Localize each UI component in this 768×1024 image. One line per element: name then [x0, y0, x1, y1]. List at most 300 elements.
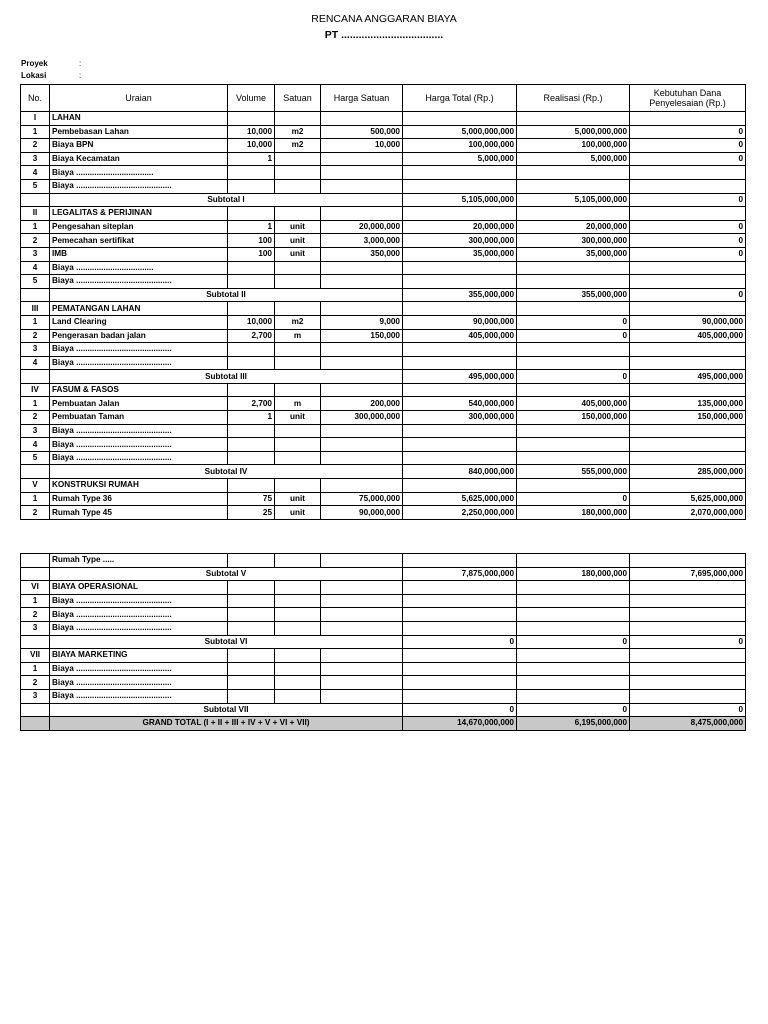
section-title: PEMATANGAN LAHAN: [50, 302, 228, 316]
row-uraian: Biaya BPN: [50, 139, 228, 153]
row-satuan: m2: [275, 139, 321, 153]
row-no: 3: [21, 689, 50, 703]
row-satuan: m2: [275, 315, 321, 329]
section-row: [21, 302, 746, 316]
section-row: [21, 649, 746, 663]
empty-cell: [517, 112, 630, 126]
total-realisasi: 6,195,000,000: [517, 717, 630, 731]
row-satuan: [275, 608, 321, 622]
row-satuan: [275, 261, 321, 275]
empty-cell: [321, 302, 403, 316]
row-kebutuhan: [630, 594, 746, 608]
row-satuan: [275, 179, 321, 193]
subtotal-row: [21, 635, 746, 649]
row-satuan: m2: [275, 125, 321, 139]
row-satuan: [275, 594, 321, 608]
row-harga-satuan: [321, 608, 403, 622]
row-harga-satuan: [321, 261, 403, 275]
row-harga-satuan: 300,000,000: [321, 411, 403, 425]
empty-cell: [403, 649, 517, 663]
empty-cell: [517, 479, 630, 493]
empty-cell: [321, 581, 403, 595]
row-uraian: Biaya ..........................................: [50, 343, 228, 357]
total-kebutuhan: 285,000,000: [630, 465, 746, 479]
row-kebutuhan: [630, 662, 746, 676]
empty-cell: [630, 383, 746, 397]
total-kebutuhan: 0: [630, 703, 746, 717]
row-harga-total: [403, 261, 517, 275]
row-no: 5: [21, 275, 50, 289]
row-volume: 25: [228, 506, 275, 520]
empty-cell: [321, 112, 403, 126]
row-uraian: Biaya ..........................................: [50, 451, 228, 465]
row-harga-satuan: [321, 275, 403, 289]
row-satuan: [275, 676, 321, 690]
table-row: [21, 506, 746, 520]
empty-cell: [321, 479, 403, 493]
col-uraian: Uraian: [50, 85, 228, 112]
empty-cell: [321, 649, 403, 663]
row-realisasi: [517, 166, 630, 180]
row-realisasi: [517, 676, 630, 690]
section-title: BIAYA OPERASIONAL: [50, 581, 228, 595]
table-row: [21, 689, 746, 703]
row-harga-satuan: [321, 554, 403, 568]
empty-cell: [403, 302, 517, 316]
row-realisasi: 35,000,000: [517, 247, 630, 261]
total-harga: 355,000,000: [403, 288, 517, 302]
row-realisasi: 180,000,000: [517, 506, 630, 520]
row-kebutuhan: 5,625,000,000: [630, 492, 746, 506]
empty-cell: [630, 302, 746, 316]
table-row: [21, 594, 746, 608]
row-harga-satuan: 9,000: [321, 315, 403, 329]
row-realisasi: [517, 621, 630, 635]
doc-title: RENCANA ANGGARAN BIAYA: [311, 13, 457, 25]
row-harga-satuan: 500,000: [321, 125, 403, 139]
subtotal-label: Subtotal IV: [50, 465, 403, 479]
empty-cell: [228, 112, 275, 126]
row-no: III: [21, 302, 50, 316]
row-volume: [228, 451, 275, 465]
row-kebutuhan: [630, 275, 746, 289]
row-uraian: Rumah Type .....: [50, 554, 228, 568]
row-volume: 100: [228, 247, 275, 261]
row-kebutuhan: [630, 438, 746, 452]
empty-cell: [403, 383, 517, 397]
lokasi-label: Lokasi: [21, 71, 47, 80]
row-uraian: Biaya ..................................: [50, 261, 228, 275]
row-uraian: Pengerasan badan jalan: [50, 329, 228, 343]
row-realisasi: 0: [517, 329, 630, 343]
table-row: [21, 451, 746, 465]
row-volume: 10,000: [228, 125, 275, 139]
row-uraian: Biaya ..........................................: [50, 424, 228, 438]
row-no: II: [21, 207, 50, 221]
table-row: [21, 329, 746, 343]
table-row: [21, 621, 746, 635]
total-kebutuhan: 0: [630, 635, 746, 649]
empty-cell: [275, 207, 321, 221]
row-satuan: [275, 451, 321, 465]
row-no: 1: [21, 397, 50, 411]
table-row: [21, 438, 746, 452]
row-volume: [228, 261, 275, 275]
row-uraian: Biaya ..........................................: [50, 275, 228, 289]
table-row: [21, 179, 746, 193]
row-uraian: Biaya ..........................................: [50, 179, 228, 193]
total-harga: 840,000,000: [403, 465, 517, 479]
row-volume: [228, 594, 275, 608]
header-row: [21, 85, 746, 112]
table-body-top: [21, 112, 746, 520]
row-kebutuhan: [630, 166, 746, 180]
row-no: VII: [21, 649, 50, 663]
row-harga-total: [403, 554, 517, 568]
empty-cell: [517, 581, 630, 595]
row-harga-total: 405,000,000: [403, 329, 517, 343]
section-title: KONSTRUKSI RUMAH: [50, 479, 228, 493]
section-title: FASUM & FASOS: [50, 383, 228, 397]
row-volume: [228, 676, 275, 690]
proyek-field: [21, 59, 82, 68]
total-realisasi: 0: [517, 703, 630, 717]
row-volume: [228, 424, 275, 438]
row-no: 2: [21, 676, 50, 690]
empty-cell: [21, 567, 50, 581]
row-harga-total: 300,000,000: [403, 411, 517, 425]
row-harga-total: [403, 451, 517, 465]
row-realisasi: [517, 438, 630, 452]
section-title: LEGALITAS & PERIJINAN: [50, 207, 228, 221]
table-row: [21, 608, 746, 622]
grand-total-label: GRAND TOTAL (I + II + III + IV + V + VI + VII): [50, 717, 403, 731]
row-harga-satuan: [321, 621, 403, 635]
row-no: 3: [21, 152, 50, 166]
row-realisasi: 0: [517, 315, 630, 329]
row-realisasi: [517, 554, 630, 568]
row-satuan: unit: [275, 492, 321, 506]
row-volume: [228, 275, 275, 289]
row-satuan: [275, 424, 321, 438]
table-row: [21, 662, 746, 676]
row-no: IV: [21, 383, 50, 397]
grand-total-row: [21, 717, 746, 731]
table-row: [21, 247, 746, 261]
row-volume: [228, 356, 275, 370]
section-row: [21, 581, 746, 595]
table-row: [21, 343, 746, 357]
row-no: 1: [21, 662, 50, 676]
empty-cell: [228, 479, 275, 493]
row-volume: [228, 621, 275, 635]
row-uraian: Biaya ..........................................: [50, 608, 228, 622]
row-harga-total: [403, 424, 517, 438]
empty-cell: [228, 383, 275, 397]
section-row: [21, 383, 746, 397]
row-harga-total: 20,000,000: [403, 220, 517, 234]
row-satuan: m: [275, 397, 321, 411]
budget-table-top: [20, 84, 746, 520]
row-volume: 2,700: [228, 397, 275, 411]
col-satuan: Satuan: [275, 85, 321, 112]
table-row: [21, 554, 746, 568]
total-harga: 7,875,000,000: [403, 567, 517, 581]
row-harga-total: [403, 343, 517, 357]
row-no: 4: [21, 438, 50, 452]
row-kebutuhan: [630, 554, 746, 568]
row-kebutuhan: [630, 689, 746, 703]
col-volume: Volume: [228, 85, 275, 112]
total-harga: 14,670,000,000: [403, 717, 517, 731]
row-satuan: [275, 166, 321, 180]
empty-cell: [517, 383, 630, 397]
row-satuan: [275, 343, 321, 357]
row-harga-satuan: 10,000: [321, 139, 403, 153]
row-realisasi: [517, 179, 630, 193]
total-realisasi: 180,000,000: [517, 567, 630, 581]
section-row: [21, 207, 746, 221]
row-harga-total: 90,000,000: [403, 315, 517, 329]
row-harga-satuan: [321, 152, 403, 166]
empty-cell: [403, 581, 517, 595]
row-realisasi: 20,000,000: [517, 220, 630, 234]
total-realisasi: 0: [517, 370, 630, 384]
row-harga-total: 5,000,000: [403, 152, 517, 166]
empty-cell: [517, 302, 630, 316]
row-realisasi: 5,000,000: [517, 152, 630, 166]
lokasi-field: [21, 71, 82, 80]
row-uraian: Pembuatan Taman: [50, 411, 228, 425]
empty-cell: [403, 112, 517, 126]
subtotal-row: [21, 288, 746, 302]
row-realisasi: 300,000,000: [517, 234, 630, 248]
row-no: 1: [21, 125, 50, 139]
row-no: 1: [21, 315, 50, 329]
row-kebutuhan: [630, 261, 746, 275]
total-harga: 5,105,000,000: [403, 193, 517, 207]
row-realisasi: [517, 662, 630, 676]
subtotal-label: Subtotal II: [50, 288, 403, 302]
row-satuan: [275, 662, 321, 676]
proyek-colon: :: [79, 59, 82, 68]
empty-cell: [630, 112, 746, 126]
row-realisasi: 0: [517, 492, 630, 506]
total-harga: 0: [403, 703, 517, 717]
subtotal-label: Subtotal III: [50, 370, 403, 384]
row-volume: 100: [228, 234, 275, 248]
row-no: 4: [21, 166, 50, 180]
row-harga-satuan: 350,000: [321, 247, 403, 261]
row-uraian: Pengesahan siteplan: [50, 220, 228, 234]
row-realisasi: [517, 261, 630, 275]
row-uraian: Pembuatan Jalan: [50, 397, 228, 411]
row-satuan: [275, 689, 321, 703]
table-row: [21, 492, 746, 506]
empty-cell: [321, 207, 403, 221]
row-volume: 10,000: [228, 315, 275, 329]
row-kebutuhan: [630, 608, 746, 622]
row-no: 3: [21, 247, 50, 261]
empty-cell: [21, 717, 50, 731]
total-realisasi: 5,105,000,000: [517, 193, 630, 207]
section-title: BIAYA MARKETING: [50, 649, 228, 663]
row-uraian: Biaya ..........................................: [50, 621, 228, 635]
row-harga-total: [403, 676, 517, 690]
row-kebutuhan: [630, 621, 746, 635]
empty-cell: [21, 288, 50, 302]
row-realisasi: [517, 689, 630, 703]
row-realisasi: 100,000,000: [517, 139, 630, 153]
row-realisasi: [517, 356, 630, 370]
table-row: [21, 220, 746, 234]
section-row: [21, 479, 746, 493]
empty-cell: [517, 207, 630, 221]
empty-cell: [630, 207, 746, 221]
section-title: LAHAN: [50, 112, 228, 126]
row-harga-total: [403, 594, 517, 608]
total-harga: 0: [403, 635, 517, 649]
empty-cell: [321, 383, 403, 397]
row-volume: 1: [228, 411, 275, 425]
total-kebutuhan: 7,695,000,000: [630, 567, 746, 581]
row-harga-satuan: [321, 343, 403, 357]
row-harga-satuan: [321, 676, 403, 690]
row-no: 2: [21, 506, 50, 520]
row-no: 4: [21, 261, 50, 275]
row-no: 5: [21, 179, 50, 193]
row-harga-total: [403, 608, 517, 622]
row-satuan: m: [275, 329, 321, 343]
col-no: No.: [21, 85, 50, 112]
row-kebutuhan: 0: [630, 139, 746, 153]
row-satuan: unit: [275, 234, 321, 248]
row-kebutuhan: 0: [630, 220, 746, 234]
row-satuan: unit: [275, 411, 321, 425]
row-kebutuhan: 135,000,000: [630, 397, 746, 411]
total-kebutuhan: 0: [630, 288, 746, 302]
empty-cell: [630, 581, 746, 595]
row-harga-total: [403, 621, 517, 635]
table-row: [21, 166, 746, 180]
row-no: 3: [21, 424, 50, 438]
empty-cell: [21, 465, 50, 479]
row-uraian: IMB: [50, 247, 228, 261]
total-realisasi: 0: [517, 635, 630, 649]
row-harga-total: [403, 662, 517, 676]
empty-cell: [275, 112, 321, 126]
subtotal-row: [21, 370, 746, 384]
empty-cell: [228, 581, 275, 595]
table-row: [21, 152, 746, 166]
row-satuan: unit: [275, 506, 321, 520]
empty-cell: [21, 193, 50, 207]
table-row: [21, 356, 746, 370]
table-row: [21, 397, 746, 411]
row-uraian: Rumah Type 45: [50, 506, 228, 520]
total-realisasi: 355,000,000: [517, 288, 630, 302]
total-kebutuhan: 8,475,000,000: [630, 717, 746, 731]
row-satuan: unit: [275, 220, 321, 234]
row-harga-satuan: 75,000,000: [321, 492, 403, 506]
row-harga-total: [403, 689, 517, 703]
empty-cell: [21, 370, 50, 384]
col-harga-satuan: Harga Satuan: [321, 85, 403, 112]
row-harga-total: [403, 438, 517, 452]
row-realisasi: 5,000,000,000: [517, 125, 630, 139]
table-row: [21, 234, 746, 248]
row-volume: 2,700: [228, 329, 275, 343]
table-body-bottom: [21, 554, 746, 731]
row-no: 2: [21, 608, 50, 622]
row-kebutuhan: 150,000,000: [630, 411, 746, 425]
budget-table-bottom: [20, 553, 746, 731]
row-no: V: [21, 479, 50, 493]
row-harga-satuan: [321, 451, 403, 465]
row-uraian: Biaya Kecamatan: [50, 152, 228, 166]
subtotal-row: [21, 567, 746, 581]
row-kebutuhan: 2,070,000,000: [630, 506, 746, 520]
row-harga-satuan: [321, 424, 403, 438]
empty-cell: [275, 383, 321, 397]
table-row: [21, 125, 746, 139]
row-satuan: unit: [275, 247, 321, 261]
table-row: [21, 676, 746, 690]
row-volume: [228, 662, 275, 676]
row-harga-satuan: 20,000,000: [321, 220, 403, 234]
row-uraian: Biaya ..........................................: [50, 689, 228, 703]
row-harga-total: 300,000,000: [403, 234, 517, 248]
row-no: I: [21, 112, 50, 126]
row-uraian: Biaya ..........................................: [50, 676, 228, 690]
row-volume: [228, 608, 275, 622]
row-no: 5: [21, 451, 50, 465]
empty-cell: [21, 635, 50, 649]
total-kebutuhan: 495,000,000: [630, 370, 746, 384]
row-volume: 10,000: [228, 139, 275, 153]
row-realisasi: 405,000,000: [517, 397, 630, 411]
empty-cell: [228, 302, 275, 316]
empty-cell: [403, 207, 517, 221]
row-uraian: Biaya ..........................................: [50, 594, 228, 608]
row-volume: [228, 554, 275, 568]
row-no: [21, 554, 50, 568]
row-no: 4: [21, 356, 50, 370]
row-kebutuhan: [630, 676, 746, 690]
row-kebutuhan: 90,000,000: [630, 315, 746, 329]
row-harga-total: 35,000,000: [403, 247, 517, 261]
row-harga-total: [403, 275, 517, 289]
company-name: PT ...................................: [324, 29, 444, 41]
row-uraian: Land Clearing: [50, 315, 228, 329]
empty-cell: [517, 649, 630, 663]
row-volume: [228, 179, 275, 193]
empty-cell: [275, 302, 321, 316]
row-realisasi: 150,000,000: [517, 411, 630, 425]
row-no: 2: [21, 139, 50, 153]
subtotal-label: Subtotal V: [50, 567, 403, 581]
empty-cell: [21, 703, 50, 717]
subtotal-label: Subtotal VI: [50, 635, 403, 649]
subtotal-row: [21, 193, 746, 207]
col-kebutuhan-dana: Kebutuhan Dana Penyelesaian (Rp.): [630, 85, 746, 112]
row-harga-satuan: [321, 662, 403, 676]
row-harga-total: [403, 166, 517, 180]
table-row: [21, 411, 746, 425]
empty-cell: [403, 479, 517, 493]
row-no: VI: [21, 581, 50, 595]
row-harga-satuan: [321, 438, 403, 452]
